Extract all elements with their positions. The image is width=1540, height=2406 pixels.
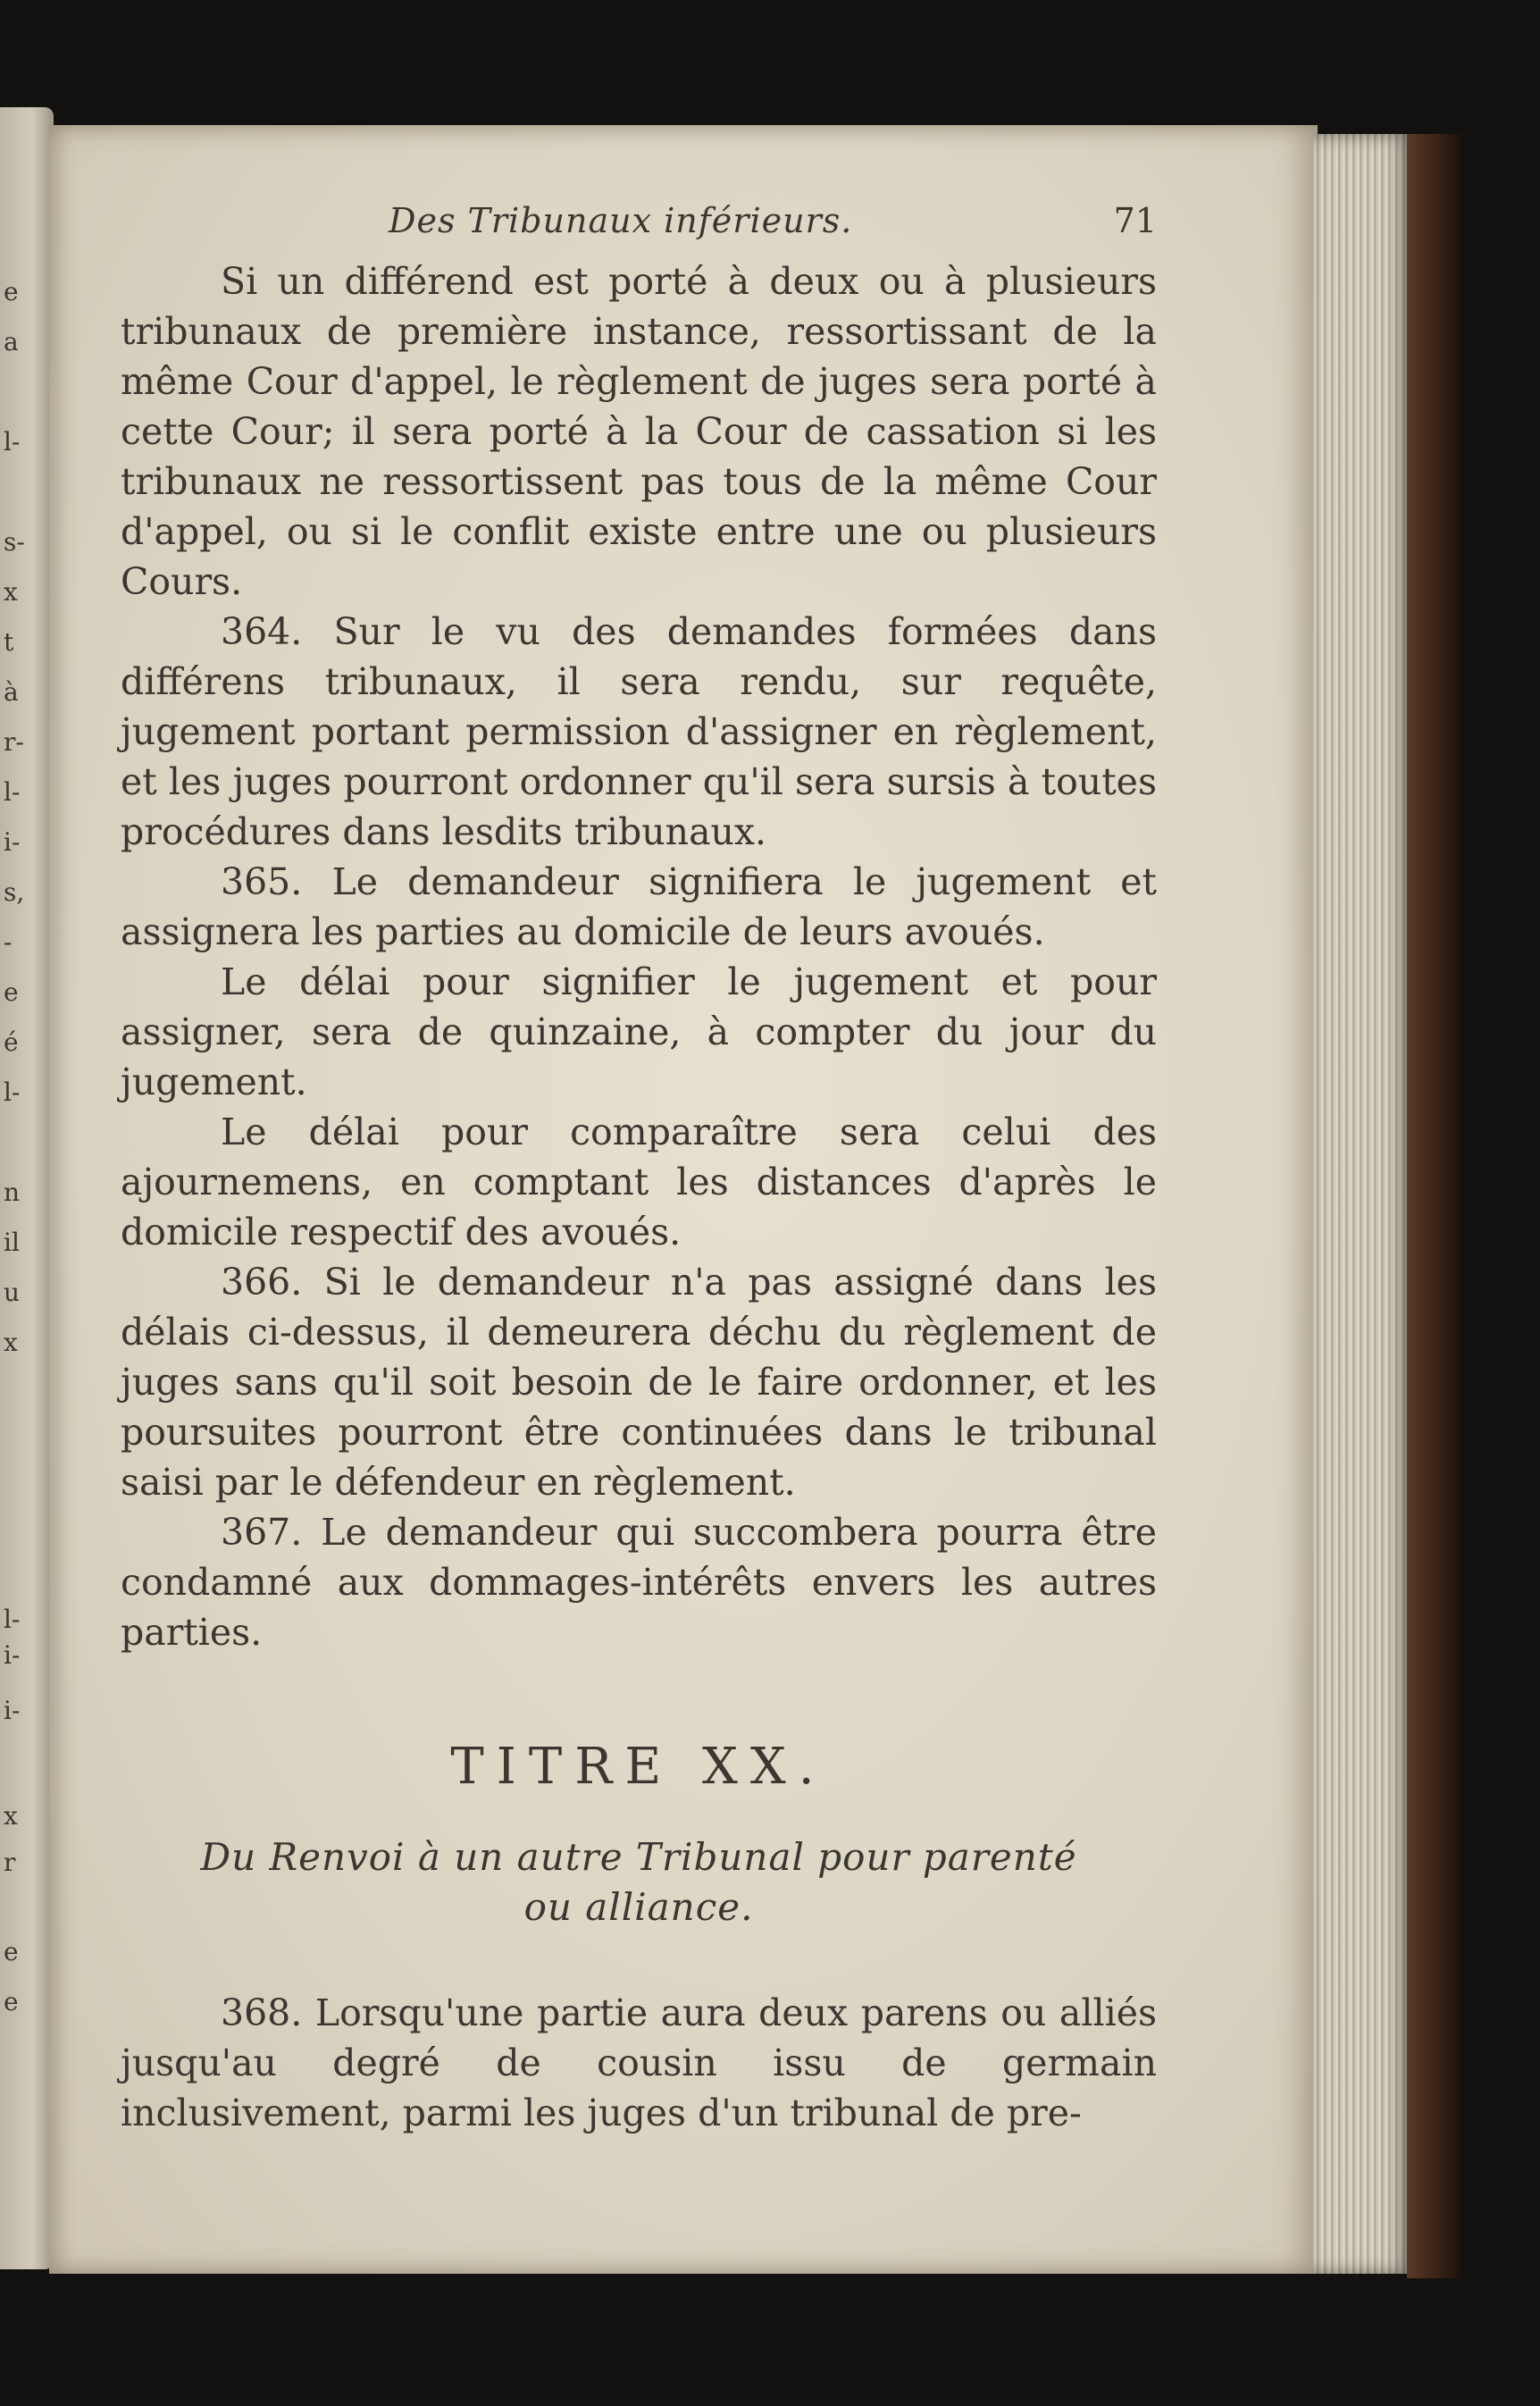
running-title: Des Tribunaux inférieurs.	[389, 201, 853, 240]
article-364: 364. Sur le vu des demandes formées dans différens tribunaux, il sera rendu, sur requête, jugement portant permission d'assigner en règlement, et les juges pourront ordonner qu'il sera sursis à toutes procédures dans lesdits tribunaux.	[121, 610, 1157, 853]
paragraph: Le délai pour comparaître sera celui des ajournemens, en comptant les distances d'après le domicile respectif des avoués.	[121, 1111, 1157, 1253]
fragment: i-	[4, 1640, 21, 1670]
fragment: s-	[4, 527, 25, 557]
fragment: t	[4, 627, 14, 657]
fragment: -	[4, 927, 13, 957]
fragment: x	[4, 1801, 18, 1831]
fragment: i-	[4, 1696, 21, 1725]
fragment: il	[4, 1228, 20, 1257]
fragment: x	[4, 577, 18, 607]
page-edges	[1313, 134, 1411, 2274]
subtitle-line: ou alliance.	[523, 1885, 754, 1929]
fragment: s,	[4, 877, 25, 907]
fragment: i-	[4, 827, 21, 857]
paragraph: Le délai pour signifier le jugement et pour assigner, sera de quinzaine, à compter du jour du jugement.	[121, 960, 1157, 1103]
article-368: 368. Lorsqu'une partie aura deux parens ou alliés jusqu'au degré de cousin issu de germain inclusivement, parmi les juges d'un tribunal de pre-	[121, 1991, 1157, 2134]
titre-heading: TITRE XX.	[450, 1738, 827, 1796]
fragment: l-	[4, 777, 21, 807]
fragment: e	[4, 277, 19, 306]
fragment: u	[4, 1278, 21, 1307]
subtitle-line: Du Renvoi à un autre Tribunal pour parenté	[200, 1835, 1077, 1879]
left-page-fragments	[0, 107, 36, 2269]
fragment: a	[4, 327, 19, 356]
fragment: l-	[4, 1605, 21, 1634]
fragment: e	[4, 1987, 19, 2016]
fragment: x	[4, 1328, 18, 1357]
fragment: r-	[4, 727, 24, 757]
titre-subtitle	[121, 1832, 1157, 1932]
fragment: à	[4, 677, 19, 707]
fragment: e	[4, 977, 19, 1007]
paragraph: Si un différend est porté à deux ou à plusieurs tribunaux de première instance, ressortissant de la même Cour d'appel, le règlement de juges sera porté à cette Cour; il sera porté à la Cour de cassation si les tribunaux ne ressortissent pas tous de la même Cour d'appel, ou si le conflit existe entre une ou plusieurs Cours.	[121, 260, 1157, 603]
page-number: 71	[1113, 201, 1157, 240]
article-365: 365. Le demandeur signifiera le jugement et assignera les parties au domicile de leurs avoués.	[121, 860, 1157, 953]
article-367: 367. Le demandeur qui succombera pourra être condamné aux dommages-intérêts envers les autres parties.	[121, 1511, 1157, 1654]
fragment: l-	[4, 1077, 21, 1107]
article-366: 366. Si le demandeur n'a pas assigné dans les délais ci-dessus, il demeurera déchu du règlement de juges sans qu'il soit besoin de le faire ordonner, et les poursuites pourront être continuées dans le tribunal saisi par le défendeur en règlement.	[121, 1261, 1157, 1504]
fragment: e	[4, 1937, 19, 1966]
book-cover	[1407, 134, 1460, 2278]
fragment: l-	[4, 427, 21, 457]
title-block	[121, 1736, 1157, 1932]
left-page-edge	[0, 107, 54, 2269]
page-header	[121, 201, 1157, 256]
fragment: n	[4, 1178, 21, 1207]
page-text	[121, 201, 1157, 2138]
fragment: é	[4, 1027, 19, 1057]
fragment: r	[4, 1848, 16, 1877]
